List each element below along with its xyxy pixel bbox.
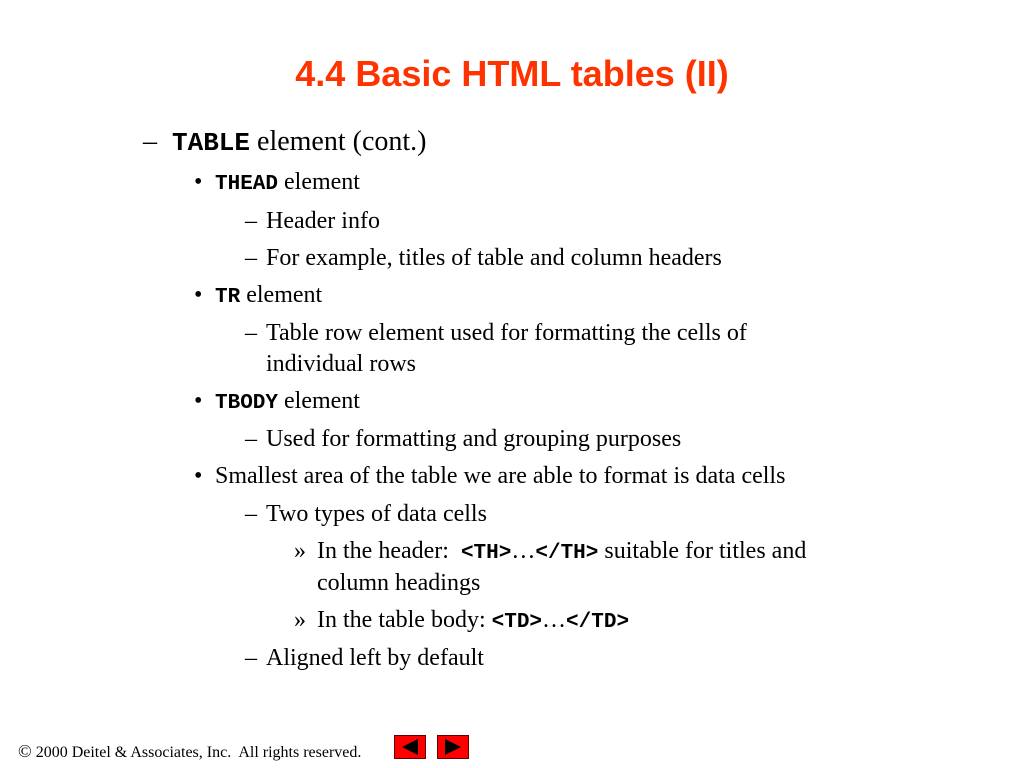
dash-bullet: – <box>143 126 157 157</box>
dash-bullet: – <box>245 501 257 527</box>
copyright-text: 2000 Deitel & Associates, Inc. All rights reserved. <box>31 744 362 761</box>
code-td-close: </TD> <box>566 611 630 634</box>
dash-bullet: – <box>245 320 257 346</box>
item-text: element (cont.) <box>250 126 427 157</box>
item-text: For example, titles of table and column headers <box>266 245 722 271</box>
list-item-table-row-cont <box>266 350 416 378</box>
item-text: Smallest area of the table we are able to format is data cells <box>215 463 786 489</box>
item-text: Aligned left by default <box>266 645 484 671</box>
code-table: TABLE <box>172 128 251 158</box>
dash-bullet: – <box>245 245 257 271</box>
triangle-right-icon <box>443 738 463 756</box>
list-item-in-header-cont <box>317 569 480 597</box>
code-td-open: <TD> <box>491 611 543 634</box>
slide-title: 4.4 Basic HTML tables (II) <box>295 53 729 94</box>
footer-copyright <box>18 741 361 763</box>
code-thead: THEAD <box>215 173 279 196</box>
item-text: element <box>278 388 360 414</box>
dot-bullet: • <box>194 169 203 195</box>
item-text: Table row element used for formatting the cells of <box>266 320 747 346</box>
ellipsis: … <box>542 607 567 633</box>
item-text: element <box>240 282 323 308</box>
code-th-close: </TH> <box>535 542 599 565</box>
code-tbody: TBODY <box>215 392 279 415</box>
copyright-icon: © <box>18 741 32 761</box>
dash-bullet: – <box>245 426 257 452</box>
item-text: Header info <box>266 208 380 234</box>
item-text: column headings <box>317 570 481 596</box>
item-text: suitable for titles and <box>598 538 807 564</box>
code-th-open: <TH> <box>460 542 512 565</box>
triangle-left-icon <box>400 738 420 756</box>
item-text: individual rows <box>266 351 416 377</box>
item-text: Used for formatting and grouping purposes <box>266 426 682 452</box>
dash-bullet: – <box>245 645 257 671</box>
code-tr: TR <box>215 286 241 309</box>
item-text: element <box>278 169 360 195</box>
raquo-bullet: » <box>294 607 306 633</box>
next-slide-button[interactable] <box>437 735 469 759</box>
dot-bullet: • <box>194 388 203 414</box>
dot-bullet: • <box>194 282 203 308</box>
dot-bullet: • <box>194 463 203 489</box>
ellipsis: … <box>511 538 536 564</box>
previous-slide-button[interactable] <box>394 735 426 759</box>
dash-bullet: – <box>245 208 257 234</box>
item-text: In the header: <box>317 538 461 564</box>
item-text: Two types of data cells <box>266 501 487 527</box>
raquo-bullet: » <box>294 538 306 564</box>
item-text: In the table body: <box>317 607 492 633</box>
